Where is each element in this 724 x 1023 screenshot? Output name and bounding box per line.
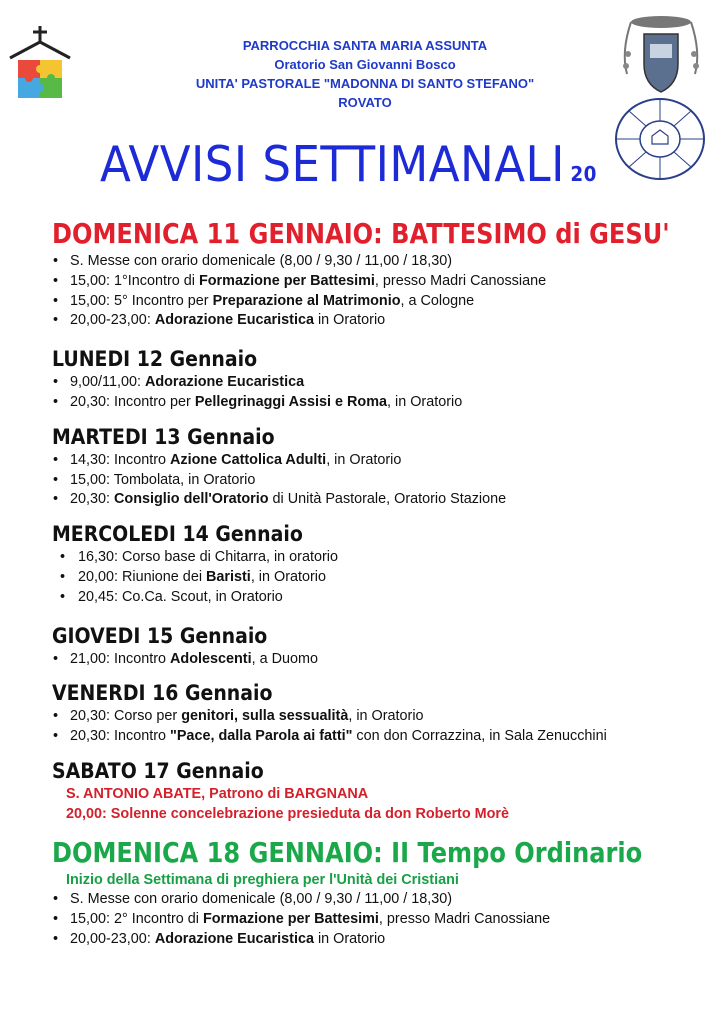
day-heading-sun18: DOMENICA 18 GENNAIO: II Tempo Ordinario bbox=[52, 835, 643, 869]
header-unita: UNITA' PASTORALE "MADONNA DI SANTO STEFANO" bbox=[195, 76, 535, 91]
title-main: AVVISI SETTIMANALI bbox=[100, 136, 565, 193]
list-mon12 bbox=[52, 373, 712, 413]
day-heading-sun11: DOMENICA 11 GENNAIO: BATTESIMO di GESU' bbox=[52, 217, 670, 250]
list-item: • 20,45: Co.Ca. Scout, in Oratorio bbox=[52, 588, 712, 608]
list-fri16 bbox=[52, 707, 712, 747]
bishop-coat-of-arms-icon bbox=[616, 14, 706, 94]
list-sun18 bbox=[52, 890, 712, 949]
list-item: • 16,30: Corso base di Chitarra, in oratorio bbox=[52, 548, 712, 568]
sun18-note: Inizio della Settimana di preghiera per l'Unità dei Cristiani bbox=[66, 871, 459, 888]
list-item: • 20,30: Corso per genitori, sulla sessualità, in Oratorio bbox=[52, 707, 712, 727]
list-item: • S. Messe con orario domenicale (8,00 / 9,30 / 11,00 / 18,30) bbox=[52, 890, 712, 910]
sat17-note-patron: S. ANTONIO ABATE, Patrono di BARGNANA bbox=[66, 785, 369, 802]
list-item: • 9,00/11,00: Adorazione Eucaristica bbox=[52, 373, 712, 393]
header-city: ROVATO bbox=[338, 95, 392, 110]
day-heading-thu15: GIOVEDI 15 Gennaio bbox=[52, 623, 268, 648]
day-heading-wed14: MERCOLEDI 14 Gennaio bbox=[52, 522, 303, 547]
day-heading-tue13: MARTEDI 13 Gennaio bbox=[52, 424, 275, 449]
list-item: • 15,00: 5° Incontro per Preparazione al Matrimonio, a Cologne bbox=[52, 292, 712, 312]
list-item: • 20,00-23,00: Adorazione Eucaristica in Oratorio bbox=[52, 311, 712, 331]
unita-pastorale-seal-icon bbox=[612, 96, 708, 182]
list-item: • S. Messe con orario domenicale (8,00 / 9,30 / 11,00 / 18,30) bbox=[52, 252, 712, 272]
list-item: • 20,30: Incontro "Pace, dalla Parola ai fatti" con don Corrazzina, in Sala Zenucchini bbox=[52, 727, 712, 747]
list-item: • 14,30: Incontro Azione Cattolica Adulti, in Oratorio bbox=[52, 451, 712, 471]
notices-content bbox=[52, 216, 712, 950]
day-heading-sat17: SABATO 17 Gennaio bbox=[52, 758, 264, 783]
list-sun11 bbox=[52, 252, 712, 331]
parish-header bbox=[130, 36, 600, 112]
header-oratorio: Oratorio San Giovanni Bosco bbox=[274, 57, 456, 72]
list-item: • 20,30: Incontro per Pellegrinaggi Assisi e Roma, in Oratorio bbox=[52, 393, 712, 413]
church-puzzle-logo-icon bbox=[6, 24, 74, 104]
list-item: • 21,00: Incontro Adolescenti, a Duomo bbox=[52, 650, 712, 670]
title-number: 20 bbox=[570, 162, 597, 186]
list-item: • 20,30: Consiglio dell'Oratorio di Unità Pastorale, Oratorio Stazione bbox=[52, 490, 712, 510]
list-item: • 20,00-23,00: Adorazione Eucaristica in Oratorio bbox=[52, 930, 712, 950]
day-heading-mon12: LUNEDI 12 Gennaio bbox=[52, 347, 258, 372]
day-heading-fri16: VENERDI 16 Gennaio bbox=[52, 681, 273, 706]
list-wed14 bbox=[52, 548, 712, 607]
page-title bbox=[100, 136, 597, 193]
list-thu15 bbox=[52, 650, 712, 670]
list-item: • 15,00: 2° Incontro di Formazione per Battesimi, presso Madri Canossiane bbox=[52, 910, 712, 930]
list-tue13 bbox=[52, 451, 712, 510]
header-parish: PARROCCHIA SANTA MARIA ASSUNTA bbox=[242, 38, 488, 53]
sat17-note-celebration: 20,00: Solenne concelebrazione presieduta da don Roberto Morè bbox=[66, 805, 510, 822]
list-item: • 15,00: Tombolata, in Oratorio bbox=[52, 471, 712, 491]
list-item: • 20,00: Riunione dei Baristi, in Oratorio bbox=[52, 568, 712, 588]
list-item: • 15,00: 1°Incontro di Formazione per Battesimi, presso Madri Canossiane bbox=[52, 272, 712, 292]
